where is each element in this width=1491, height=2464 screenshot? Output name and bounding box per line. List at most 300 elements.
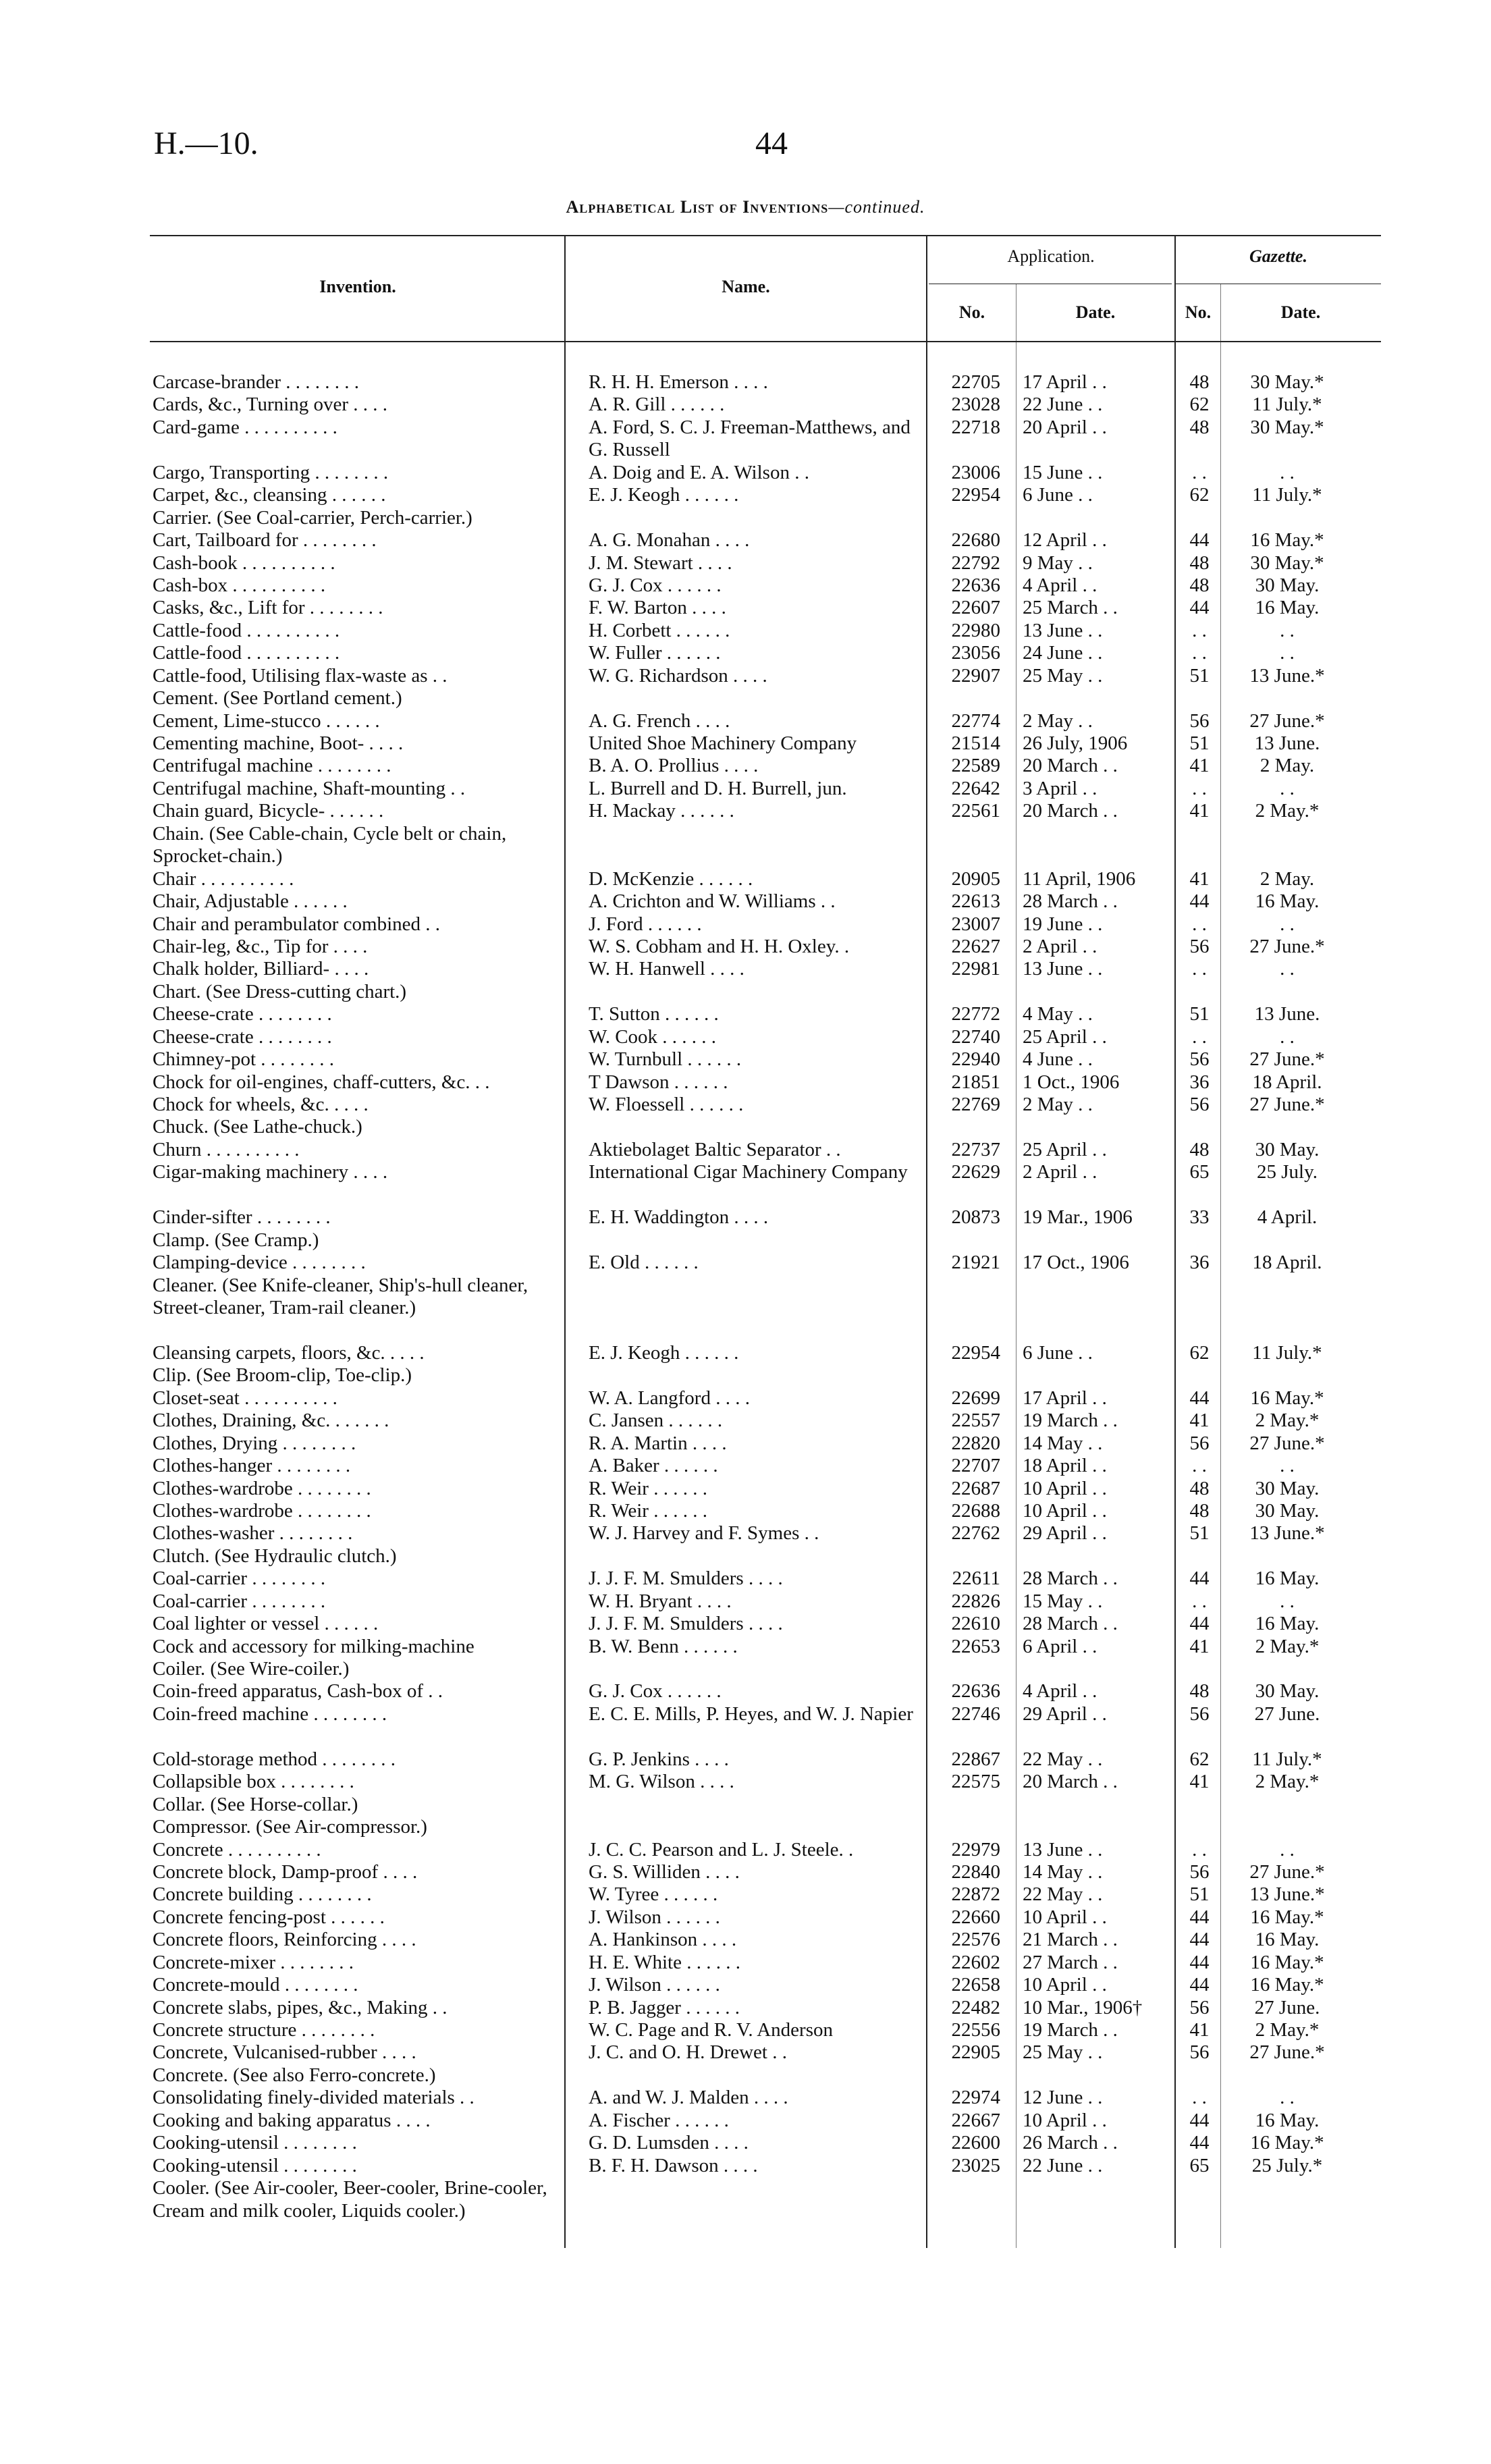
table-row [0, 868, 1491, 890]
table-row [0, 1906, 1491, 1929]
application-number-cell: 23028 [951, 394, 1000, 416]
application-number-cell: 22629 [951, 1161, 1000, 1183]
invention-cell: Concrete floors, Reinforcing . . . . [153, 1929, 416, 1951]
table-row [0, 529, 1491, 552]
table-row [0, 1071, 1491, 1094]
table-row [0, 958, 1491, 980]
application-date-cell: 1 Oct., 1906 [1023, 1071, 1120, 1093]
table-row [0, 394, 1491, 416]
name-cell: W. J. Harvey and F. Symes . . [589, 1522, 819, 1545]
gazette-number-cell: . . [1192, 1455, 1207, 1477]
gazette-number-cell: 62 [1189, 394, 1210, 416]
invention-cell: Cooking-utensil . . . . . . . . [153, 2154, 357, 2176]
table-row [0, 1003, 1491, 1025]
application-number-cell: 22792 [951, 552, 1000, 574]
invention-cell: Concrete slabs, pipes, &c., Making . . [153, 1996, 448, 2018]
gazette-date-cell: 30 May.* [1250, 371, 1324, 393]
application-number-cell: 22979 [951, 1838, 1000, 1860]
application-number-cell: 22774 [951, 709, 1000, 732]
name-cell: H. Corbett . . . . . . [589, 619, 730, 641]
gazette-number-cell: . . [1192, 2087, 1207, 2109]
invention-cell: Concrete fencing-post . . . . . . [153, 1906, 385, 1928]
application-number-cell: 22907 [951, 664, 1000, 687]
application-date-cell: 18 April . . [1023, 1455, 1107, 1477]
gazette-number-cell: 62 [1189, 1341, 1210, 1364]
gazette-number-cell: 44 [1189, 1568, 1210, 1590]
table-row [0, 1613, 1491, 1635]
application-date-cell: 25 April . . [1023, 1025, 1107, 1048]
name-cell: L. Burrell and D. H. Burrell, jun. [589, 777, 847, 799]
invention-cell: Coin-freed machine . . . . . . . . [153, 1703, 387, 1725]
gazette-date-cell: 25 July. [1257, 1161, 1318, 1183]
application-number-cell: 21851 [951, 1071, 1000, 1093]
table-row [0, 1703, 1491, 1748]
gazette-number-cell: . . [1192, 777, 1207, 799]
table-row [0, 2155, 1491, 2177]
application-date-cell: 4 April . . [1023, 1680, 1097, 1703]
application-date-cell: 19 Mar., 1906 [1023, 1206, 1133, 1229]
invention-cell: Concrete . . . . . . . . . . [153, 1838, 321, 1860]
invention-cell: Chain guard, Bicycle- . . . . . . [153, 800, 384, 822]
name-cell: W. Cook . . . . . . [589, 1025, 717, 1048]
gazette-date-cell: 4 April. [1257, 1206, 1318, 1229]
name-cell: W. C. Page and R. V. Anderson [589, 2019, 833, 2041]
gazette-date-cell: 16 May.* [1250, 1974, 1324, 1996]
gazette-date-cell: 16 May. [1255, 597, 1320, 619]
gazette-number-cell: 41 [1189, 1635, 1210, 1657]
gazette-date-cell: 2 May. [1259, 755, 1315, 777]
application-date-cell: 14 May . . [1023, 1860, 1103, 1883]
name-cell: W. H. Hanwell . . . . [589, 958, 744, 980]
table-row [0, 1658, 1491, 1680]
application-number-cell: 22589 [951, 755, 1000, 777]
invention-cell: Consolidating finely-divided materials . . [153, 2087, 475, 2109]
gazette-number-cell: 36 [1189, 1071, 1210, 1093]
application-number-cell: 22576 [951, 1929, 1000, 1951]
gazette-date-cell: 16 May.* [1250, 1951, 1324, 1973]
invention-cell: Coal lighter or vessel . . . . . . [153, 1613, 379, 1635]
invention-cell: Centrifugal machine . . . . . . . . [153, 755, 391, 777]
gazette-number-cell: 48 [1189, 416, 1210, 438]
table-row [0, 2064, 1491, 2087]
gazette-date-cell: 30 May.* [1250, 552, 1324, 574]
application-number-cell: 22556 [951, 2019, 1000, 2041]
gazette-date-cell: 2 May.* [1255, 2019, 1320, 2041]
name-cell: R. Weir . . . . . . [589, 1477, 707, 1499]
application-date-cell: 13 June . . [1023, 958, 1103, 980]
invention-cell: Cooking-utensil . . . . . . . . [153, 2132, 357, 2154]
application-date-cell: 20 March . . [1023, 1771, 1118, 1793]
name-cell: P. B. Jagger . . . . . . [589, 1996, 740, 2018]
header-gaz-no: No. [1185, 302, 1212, 322]
application-date-cell: 2 May . . [1023, 1094, 1093, 1116]
gazette-date-cell: 13 June.* [1249, 1883, 1325, 1906]
name-cell: A. Doig and E. A. Wilson . . [589, 461, 809, 483]
application-number-cell: 22980 [951, 619, 1000, 641]
application-date-cell: 15 May . . [1023, 1590, 1103, 1612]
invention-cell: Coin-freed apparatus, Cash-box of . . [153, 1680, 443, 1703]
application-date-cell: 22 May . . [1023, 1883, 1103, 1906]
name-cell: J. C. C. Pearson and L. J. Steele. . [589, 1838, 854, 1860]
application-date-cell: 9 May . . [1023, 552, 1093, 574]
gazette-date-cell: . . [1280, 1590, 1295, 1612]
gazette-date-cell: 2 May.* [1255, 1771, 1320, 1793]
header-gaz-date: Date. [1280, 302, 1321, 322]
invention-cell: Carpet, &c., cleansing . . . . . . [153, 484, 386, 506]
name-cell: J. J. F. M. Smulders . . . . [589, 1568, 783, 1590]
name-cell: J. J. F. M. Smulders . . . . [589, 1613, 783, 1635]
gazette-number-cell: 51 [1189, 1883, 1210, 1906]
table-row [0, 1455, 1491, 1477]
name-cell: E. J. Keogh . . . . . . [589, 484, 739, 506]
application-date-cell: 10 April . . [1023, 1499, 1107, 1522]
gazette-number-cell: 48 [1189, 1477, 1210, 1499]
invention-cell: Clothes-wardrobe . . . . . . . . [153, 1499, 371, 1522]
gazette-number-cell: 48 [1189, 1138, 1210, 1160]
application-date-cell: 10 April . . [1023, 1906, 1107, 1928]
invention-cell: Cattle-food, Utilising flax-waste as . . [153, 664, 448, 687]
table-row [0, 1229, 1491, 1252]
invention-cell: Chalk holder, Billiard- . . . . [153, 958, 369, 980]
table-row [0, 1861, 1491, 1883]
name-cell: A. and W. J. Malden . . . . [589, 2087, 788, 2109]
name-cell: W. G. Richardson . . . . [589, 664, 767, 687]
name-cell: A. Hankinson . . . . [589, 1929, 737, 1951]
name-cell: W. Floessell . . . . . . [589, 1094, 744, 1116]
name-cell: W. A. Langford . . . . [589, 1387, 750, 1409]
gazette-number-cell: 44 [1189, 1613, 1210, 1635]
invention-cell: Clothes-washer . . . . . . . . [153, 1522, 353, 1545]
gazette-number-cell: 41 [1189, 2019, 1210, 2041]
gazette-number-cell: 48 [1189, 552, 1210, 574]
gazette-number-cell: 56 [1189, 1996, 1210, 2018]
application-number-cell: 22680 [951, 529, 1000, 552]
application-date-cell: 22 June . . [1023, 394, 1103, 416]
gazette-date-cell: . . [1280, 642, 1295, 664]
gazette-date-cell: . . [1280, 619, 1295, 641]
table-row [0, 2132, 1491, 2154]
invention-cell: Coal-carrier . . . . . . . . [153, 1568, 326, 1590]
invention-cell: Cattle-food . . . . . . . . . . [153, 619, 340, 641]
caption-suffix: —continued. [828, 197, 925, 217]
name-cell: A. Fischer . . . . . . [589, 2109, 729, 2131]
application-number-cell: 22575 [951, 1771, 1000, 1793]
gazette-date-cell: . . [1280, 1455, 1295, 1477]
table-row [0, 890, 1491, 913]
header-app-no: No. [958, 302, 985, 322]
table-row [0, 1997, 1491, 2019]
table-row [0, 1116, 1491, 1138]
name-cell: B. A. O. Prollius . . . . [589, 755, 759, 777]
name-cell: W. Fuller . . . . . . [589, 642, 721, 664]
gazette-date-cell: 16 May.* [1250, 1387, 1324, 1409]
invention-cell: Cooler. (See Air-cooler, Beer-cooler, Brine-cooler, Cream and milk cooler, Liquids cooler.) [153, 2177, 547, 2222]
name-cell: T Dawson . . . . . . [589, 1071, 728, 1093]
name-cell: A. Crichton and W. Williams . . [589, 890, 836, 913]
invention-cell: Chair, Adjustable . . . . . . [153, 890, 348, 913]
application-date-cell: 11 April, 1906 [1023, 867, 1136, 890]
application-date-cell: 22 May . . [1023, 1748, 1103, 1770]
application-date-cell: 25 May . . [1023, 2041, 1103, 2064]
table-row [0, 1929, 1491, 1951]
gazette-number-cell: 62 [1189, 1748, 1210, 1770]
name-cell: T. Sutton . . . . . . [589, 1003, 719, 1025]
invention-cell: Cement, Lime-stucco . . . . . . [153, 709, 380, 732]
invention-cell: Carrier. (See Coal-carrier, Perch-carrier.) [153, 506, 472, 529]
invention-cell: Clothes, Drying . . . . . . . . [153, 1432, 356, 1454]
gazette-number-cell: 51 [1189, 732, 1210, 755]
name-cell: H. E. White . . . . . . [589, 1951, 740, 1973]
application-date-cell: 22 June . . [1023, 2154, 1103, 2176]
table-row [0, 1771, 1491, 1793]
application-date-cell: 6 June . . [1023, 484, 1093, 506]
gazette-number-cell: 44 [1189, 2132, 1210, 2154]
name-cell: E. H. Waddington . . . . [589, 1206, 769, 1229]
application-date-cell: 28 March . . [1023, 890, 1118, 913]
application-number-cell: 22687 [951, 1477, 1000, 1499]
application-number-cell: 22688 [951, 1499, 1000, 1522]
application-date-cell: 12 June . . [1023, 2087, 1103, 2109]
gazette-number-cell: 56 [1189, 2041, 1210, 2064]
table-row [0, 913, 1491, 936]
invention-cell: Cargo, Transporting . . . . . . . . [153, 461, 389, 483]
application-date-cell: 6 April . . [1023, 1635, 1097, 1657]
name-cell: C. Jansen . . . . . . [589, 1410, 723, 1432]
gazette-date-cell: 2 May.* [1255, 1410, 1320, 1432]
page-reference: H.—10. [154, 126, 259, 161]
gazette-date-cell: 2 May.* [1255, 1635, 1320, 1657]
gazette-date-cell: 11 July.* [1252, 1748, 1322, 1770]
gazette-date-cell: 30 May. [1255, 574, 1320, 596]
gazette-number-cell: 56 [1189, 1703, 1210, 1725]
application-number-cell: 22636 [951, 1680, 1000, 1703]
name-cell: J. M. Stewart . . . . [589, 552, 732, 574]
table-row [0, 1432, 1491, 1455]
table-row [0, 823, 1491, 868]
application-date-cell: 17 April . . [1023, 1387, 1107, 1409]
gazette-date-cell: 16 May.* [1250, 529, 1324, 552]
name-cell: J. Wilson . . . . . . [589, 1906, 720, 1928]
table-row [0, 1252, 1491, 1274]
name-cell: A. Ford, S. C. J. Freeman-Matthews, and G. Russell [589, 416, 911, 461]
application-number-cell: 22610 [951, 1613, 1000, 1635]
gazette-number-cell: 48 [1189, 1680, 1210, 1703]
invention-cell: Chock for wheels, &c. . . . . [153, 1094, 369, 1116]
invention-cell: Cement. (See Portland cement.) [153, 687, 402, 709]
invention-cell: Clamping-device . . . . . . . . [153, 1252, 366, 1274]
gazette-date-cell: . . [1280, 1025, 1295, 1048]
table-row [0, 1522, 1491, 1545]
application-number-cell: 22981 [951, 958, 1000, 980]
header-application: Application. [1007, 246, 1095, 266]
gazette-date-cell: 13 June. [1254, 1003, 1320, 1025]
invention-cell: Cash-box . . . . . . . . . . [153, 574, 326, 596]
gazette-number-cell: 51 [1189, 1003, 1210, 1025]
application-date-cell: 2 April . . [1023, 935, 1097, 957]
table-row [0, 1794, 1491, 1816]
gazette-number-cell: 44 [1189, 597, 1210, 619]
application-number-cell: 22740 [951, 1025, 1000, 1048]
gazette-date-cell: 16 May. [1255, 2109, 1320, 2131]
invention-cell: Cart, Tailboard for . . . . . . . . [153, 529, 377, 552]
name-cell: W. Turnbull . . . . . . [589, 1048, 742, 1071]
application-number-cell: 22600 [951, 2132, 1000, 2154]
invention-cell: Cigar-making machinery . . . . [153, 1161, 388, 1183]
gazette-date-cell: 2 May.* [1255, 800, 1320, 822]
name-cell: G. P. Jenkins . . . . [589, 1748, 729, 1770]
gazette-date-cell: 11 July.* [1252, 1341, 1322, 1364]
name-cell: H. Mackay . . . . . . [589, 800, 734, 822]
table-row [0, 1748, 1491, 1771]
application-date-cell: 15 June . . [1023, 461, 1103, 483]
header-invention: Invention. [319, 277, 396, 296]
application-number-cell: 22718 [951, 416, 1000, 438]
application-number-cell: 22905 [951, 2041, 1000, 2064]
application-date-cell: 13 June . . [1023, 619, 1103, 641]
table-caption [0, 197, 1491, 217]
table-row [0, 710, 1491, 732]
application-date-cell: 2 April . . [1023, 1161, 1097, 1183]
invention-cell: Chair . . . . . . . . . . [153, 867, 294, 890]
gazette-date-cell: 27 June. [1254, 1703, 1320, 1725]
gazette-number-cell: 44 [1189, 1929, 1210, 1951]
name-cell: A. G. Monahan . . . . [589, 529, 750, 552]
gazette-number-cell: 51 [1189, 1522, 1210, 1545]
invention-cell: Cash-book . . . . . . . . . . [153, 552, 335, 574]
gazette-date-cell: 27 June.* [1249, 1860, 1325, 1883]
gazette-number-cell: 33 [1189, 1206, 1210, 1229]
invention-cell: Coal-carrier . . . . . . . . [153, 1590, 326, 1612]
table-row [0, 1094, 1491, 1116]
name-cell: International Cigar Machinery Company [589, 1161, 908, 1183]
table-row [0, 462, 1491, 484]
invention-cell: Clothes, Draining, &c. . . . . . . [153, 1410, 389, 1432]
gazette-date-cell: . . [1280, 461, 1295, 483]
gazette-number-cell: 41 [1189, 1410, 1210, 1432]
application-date-cell: 14 May . . [1023, 1432, 1103, 1454]
name-cell: D. McKenzie . . . . . . [589, 867, 753, 890]
table-row [0, 1590, 1491, 1613]
table-top-rule [150, 235, 1381, 236]
application-date-cell: 25 March . . [1023, 597, 1118, 619]
name-cell: E. Old . . . . . . [589, 1252, 699, 1274]
header-gazette: Gazette. [1249, 246, 1307, 266]
application-date-cell: 19 March . . [1023, 1410, 1118, 1432]
gazette-number-cell: . . [1192, 642, 1207, 664]
invention-cell: Cards, &c., Turning over . . . . [153, 394, 387, 416]
application-number-cell: 22636 [951, 574, 1000, 596]
application-date-cell: 26 July, 1906 [1023, 732, 1128, 755]
application-number-cell: 22772 [951, 1003, 1000, 1025]
invention-cell: Concrete block, Damp-proof . . . . [153, 1860, 418, 1883]
gazette-number-cell: 48 [1189, 1499, 1210, 1522]
name-cell: A. G. French . . . . [589, 709, 730, 732]
table-row [0, 484, 1491, 506]
invention-cell: Chain. (See Cable-chain, Cycle belt or chain, Sprocket-chain.) [153, 822, 507, 867]
application-number-cell: 22653 [951, 1635, 1000, 1657]
table-row [0, 732, 1491, 755]
gazette-date-cell: 11 July.* [1252, 394, 1322, 416]
gazette-date-cell: 27 June.* [1249, 1048, 1325, 1071]
gazette-date-cell: 16 May. [1255, 1613, 1320, 1635]
table-header-rule [150, 341, 1381, 342]
name-cell: R. H. H. Emerson . . . . [589, 371, 768, 393]
name-cell: G. J. Cox . . . . . . [589, 574, 722, 596]
application-number-cell: 21921 [951, 1252, 1000, 1274]
gazette-date-cell: 30 May. [1255, 1680, 1320, 1703]
table-row [0, 1974, 1491, 1996]
application-date-cell: 19 June . . [1023, 913, 1103, 935]
application-date-cell: 10 April . . [1023, 2109, 1107, 2131]
invention-cell: Cooking and baking apparatus . . . . [153, 2109, 431, 2131]
table-row [0, 755, 1491, 777]
application-date-cell: 17 April . . [1023, 371, 1107, 393]
table-row [0, 552, 1491, 574]
application-number-cell: 22607 [951, 597, 1000, 619]
invention-cell: Chair and perambulator combined . . [153, 913, 441, 935]
application-number-cell: 22557 [951, 1410, 1000, 1432]
table-row [0, 2110, 1491, 2132]
application-date-cell: 27 March . . [1023, 1951, 1118, 1973]
gazette-number-cell: . . [1192, 1838, 1207, 1860]
application-number-cell: 22974 [951, 2087, 1000, 2109]
gazette-date-cell: . . [1280, 913, 1295, 935]
gazette-date-cell: 16 May.* [1250, 2132, 1324, 2154]
gazette-number-cell: 62 [1189, 484, 1210, 506]
application-number-cell: 22737 [951, 1138, 1000, 1160]
gazette-date-cell: 2 May. [1259, 867, 1315, 890]
application-number-cell: 22705 [951, 371, 1000, 393]
application-number-cell: 22867 [951, 1748, 1000, 1770]
name-cell: A. R. Gill . . . . . . [589, 394, 725, 416]
name-cell: Aktiebolaget Baltic Separator . . [589, 1138, 841, 1160]
gazette-number-cell: 65 [1189, 1161, 1210, 1183]
name-cell: B. W. Benn . . . . . . [589, 1635, 738, 1657]
table-row [0, 1161, 1491, 1206]
application-number-cell: 22769 [951, 1094, 1000, 1116]
invention-cell: Churn . . . . . . . . . . [153, 1138, 300, 1160]
application-date-cell: 4 April . . [1023, 574, 1097, 596]
name-cell: E. C. E. Mills, P. Heyes, and W. J. Napier [589, 1703, 913, 1725]
invention-cell: Clip. (See Broom-clip, Toe-clip.) [153, 1364, 412, 1387]
name-cell: W. Tyree . . . . . . [589, 1883, 718, 1906]
gazette-date-cell: 30 May. [1255, 1138, 1320, 1160]
gazette-date-cell: 27 June.* [1249, 935, 1325, 957]
invention-cell: Clamp. (See Cramp.) [153, 1229, 319, 1251]
name-cell: J. Ford . . . . . . [589, 913, 702, 935]
application-number-cell: 22660 [951, 1906, 1000, 1928]
invention-cell: Collar. (See Horse-collar.) [153, 1793, 358, 1815]
gazette-number-cell: 56 [1189, 1048, 1210, 1071]
gazette-date-cell: 25 July.* [1251, 2154, 1323, 2176]
table-row [0, 2041, 1491, 2064]
gazette-number-cell: 56 [1189, 709, 1210, 732]
invention-cell: Centrifugal machine, Shaft-mounting . . [153, 777, 466, 799]
name-cell: G. J. Cox . . . . . . [589, 1680, 722, 1703]
table-row [0, 936, 1491, 958]
name-cell: G. D. Lumsden . . . . [589, 2132, 749, 2154]
invention-cell: Cinder-sifter . . . . . . . . [153, 1206, 331, 1229]
table-row [0, 574, 1491, 597]
invention-cell: Clothes-hanger . . . . . . . . [153, 1455, 351, 1477]
table-row [0, 1410, 1491, 1432]
invention-cell: Cold-storage method . . . . . . . . [153, 1748, 396, 1770]
table-row [0, 2087, 1491, 2109]
name-cell: W. S. Cobham and H. H. Oxley. . [589, 935, 850, 957]
gazette-date-cell: 30 May. [1255, 1499, 1320, 1522]
gazette-date-cell: 16 May.* [1250, 1906, 1324, 1928]
gazette-date-cell: . . [1280, 2087, 1295, 2109]
